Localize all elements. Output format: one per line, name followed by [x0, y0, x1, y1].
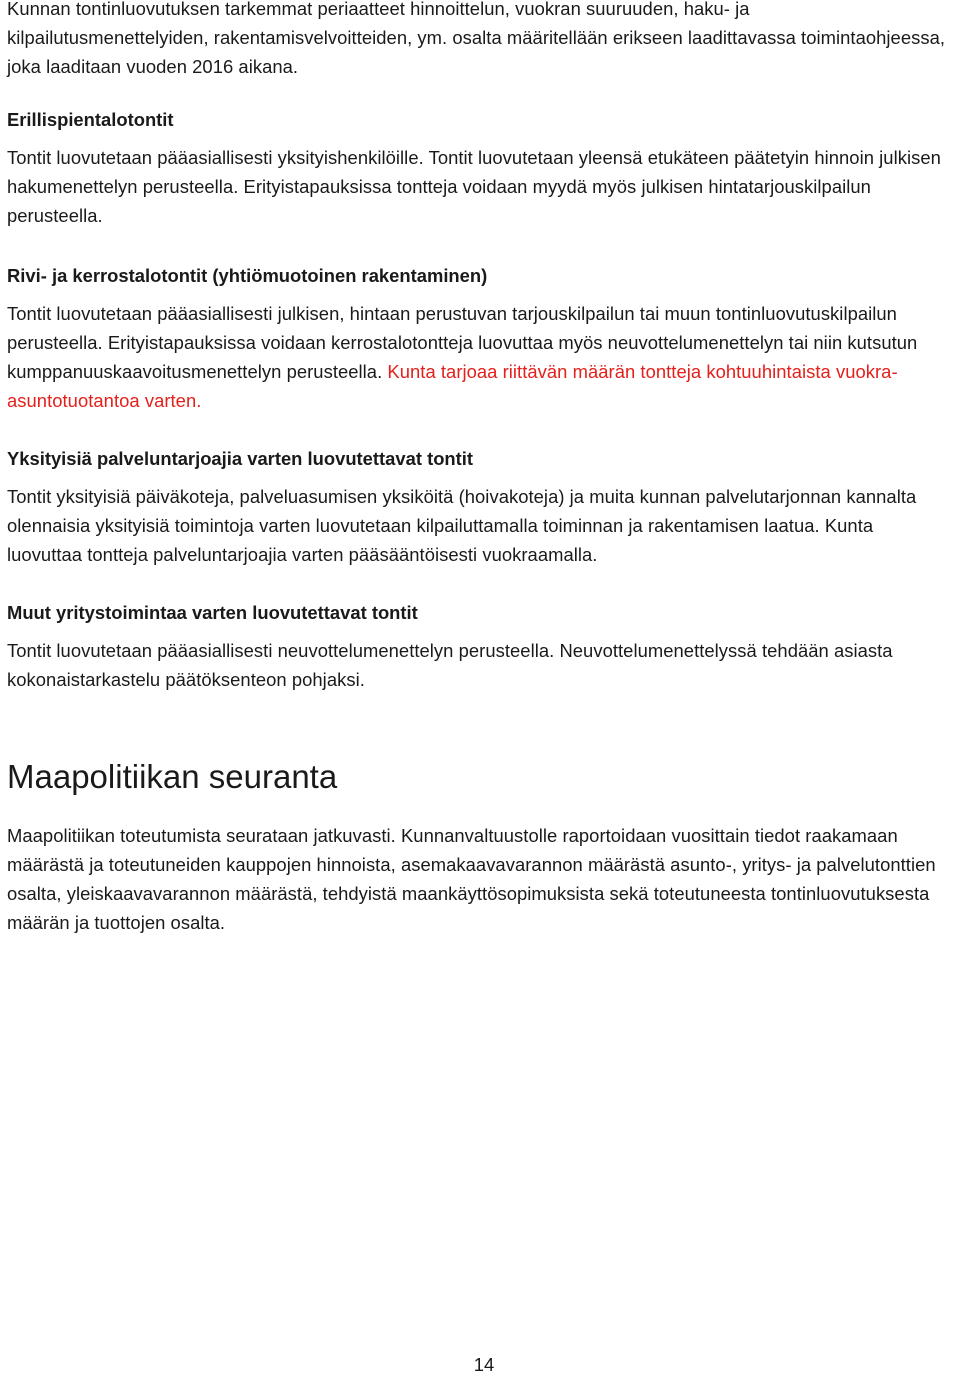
page-number: 14	[473, 1354, 495, 1375]
section-text-rivi-kerrostalotontit	[7, 299, 947, 415]
intro-paragraph: Kunnan tontinluovutuksen tarkemmat periaatteet hinnoittelun, vuokran suuruuden, haku- ja kilpailutusmenettelyiden, rakentamisvelvoitteiden, ym. osalta määritellään erikseen laadittavassa toimintaohjeessa, joka laaditaan vuoden 2016 aikana.	[7, 0, 946, 77]
document-page	[7, 0, 947, 937]
section-heading-erillispientalotontit: Erillispientalotontit	[7, 109, 174, 130]
main-paragraph: Maapolitiikan toteutumista seurataan jatkuvasti. Kunnanvaltuustolle raportoidaan vuosittain tiedot raakamaan määrästä ja toteutuneiden kauppojen hinnoista, asemakaavavarannon määrästä asunto-, yritys- ja palvelutonttien osalta, yleiskaavavarannon määrästä, tehdyistä maankäyttösopimuksista sekä toteutuneesta tontinluovutuksesta määrän ja tuottojen osalta.	[7, 825, 936, 933]
section-heading-rivi-kerrostalotontit: Rivi- ja kerrostalotontit (yhtiömuotoinen rakentaminen)	[7, 265, 488, 286]
main-heading: Maapolitiikan seuranta	[7, 758, 338, 795]
section-text-muut-yritystontit: Tontit luovutetaan pääasiallisesti neuvottelumenettelyn perusteella. Neuvottelumenettelyssä tehdään asiasta kokonaistarkastelu päätöksenteon pohjaksi.	[7, 640, 893, 690]
section-text-palveluntarjoajat: Tontit yksityisiä päiväkoteja, palveluasumisen yksiköitä (hoivakoteja) ja muita kunnan palvelutarjonnan kannalta olennaisia yksityisiä toimintoja varten luovutetaan kilpailuttamalla toiminnan ja rakentamisen laatua. Kunta luovuttaa tontteja palveluntarjoajia varten pääsääntöisesti vuokraamalla.	[7, 486, 917, 565]
section-heading-palveluntarjoajat: Yksityisiä palveluntarjoajia varten luovutettavat tontit	[7, 448, 474, 469]
section-heading-muut-yritystontit: Muut yritystoimintaa varten luovutettavat tontit	[7, 602, 418, 623]
section-text-black: Tontit luovutetaan pääasiallisesti julkisen, hintaan perustuvan tarjouskilpailun tai muun tontinluovutuskilpailun perusteella. Erityistapauksissa voidaan kerrostalotontteja luovuttaa myös neuvottelumenettelyn tai niin kutsutun kumppanuuskaavoitusmenettelyn perusteella.	[7, 303, 918, 382]
section-text-erillispientalotontit: Tontit luovutetaan pääasiallisesti yksityishenkilöille. Tontit luovutetaan yleensä etukäteen päätetyin hinnoin julkisen hakumenettelyn perusteella. Erityistapauksissa tontteja voidaan myydä myös julkisen hintatarjouskilpailun perusteella.	[7, 147, 941, 226]
section-text-red: Kunta tarjoaa riittävän määrän tontteja kohtuuhintaista vuokra-asuntotuotantoa varten.	[7, 361, 898, 411]
